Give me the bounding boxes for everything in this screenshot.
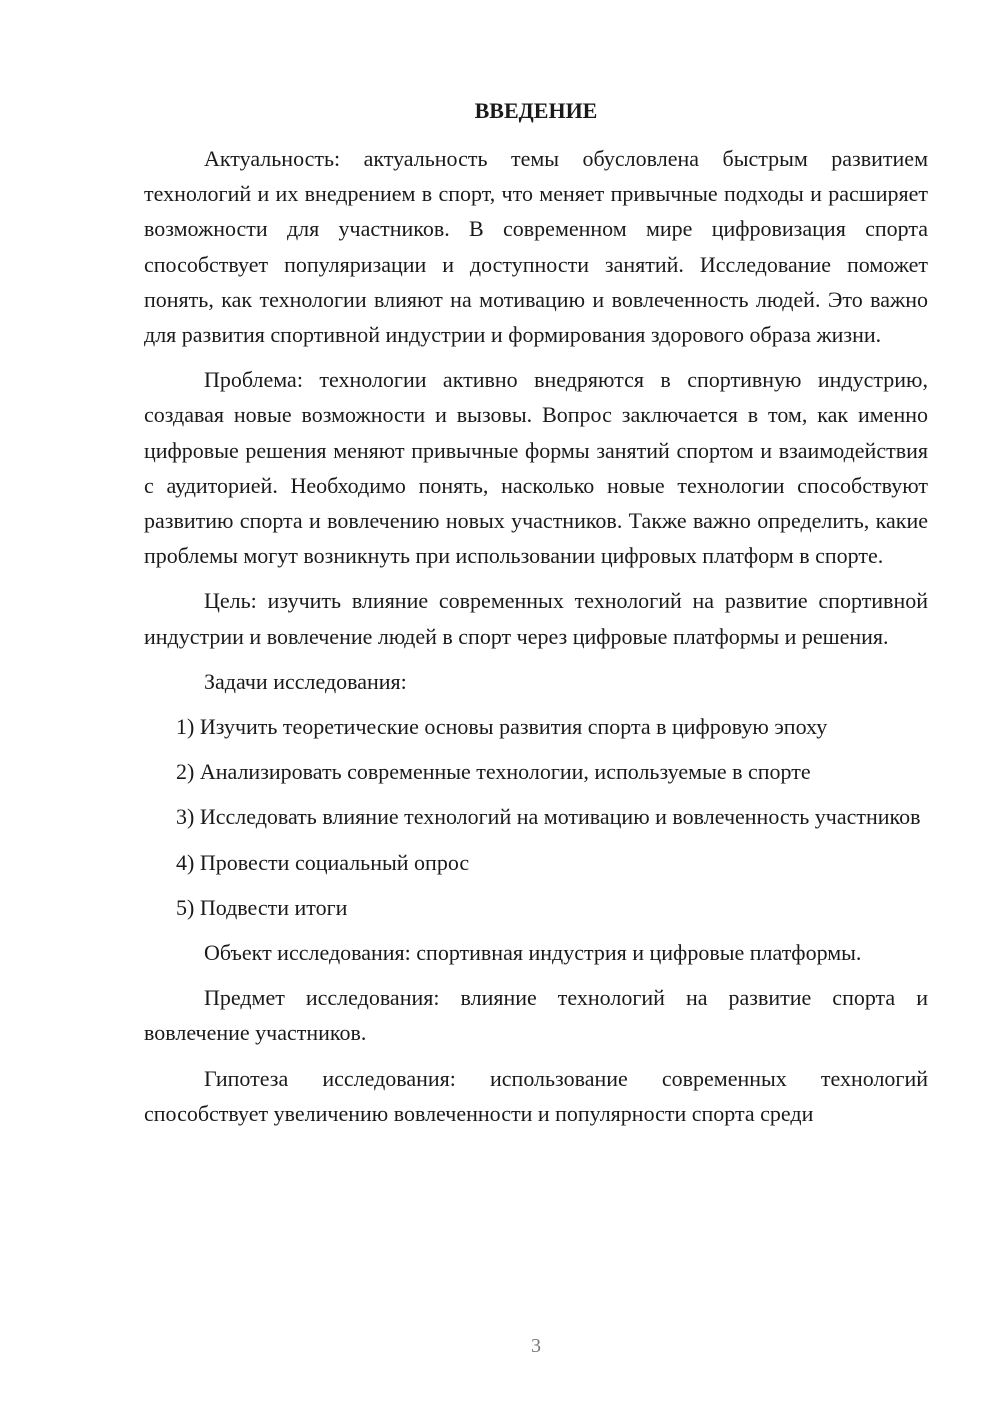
body-text <box>144 141 928 1141</box>
task-item-3: 3) Исследовать влияние технологий на мотивацию и вовлеченность участников <box>176 804 921 830</box>
task-item-1: 1) Изучить теоретические основы развития спорта в цифровую эпоху <box>176 714 828 740</box>
task-item-5: 5) Подвести итоги <box>176 894 348 920</box>
paragraph-problem: Проблема: технологии активно внедряются в спортивную индустрию, создавая новые возможности и вызовы. Вопрос заключается в том, как именно цифровые решения меняют привычные формы занятий спортом и взаимодействия с аудиторией. Необходимо понять, насколько новые технологии способствуют развитию спорта и вовлечению новых участников. Также важно определить, какие проблемы могут возникнуть при использовании цифровых платформ в спорте. <box>144 367 928 569</box>
paragraph-object: Объект исследования: спортивная индустрия и цифровые платформы. <box>204 940 862 966</box>
paragraph-goal: Цель: изучить влияние современных технологий на развитие спортивной индустрии и вовлечение людей в спорт через цифровые платформы и решения. <box>144 588 928 649</box>
section-heading: ВВЕДЕНИЕ <box>474 98 598 123</box>
paragraph-relevance: Актуальность: актуальность темы обусловлена быстрым развитием технологий и их внедрением в спорт, что меняет привычные подходы и расширяет возможности для участников. В современном мире цифровизация спорта способствует популяризации и доступности занятий. Исследование поможет понять, как технологии влияют на мотивацию и вовлеченность людей. Это важно для развития спортивной индустрии и формирования здорового образа жизни. <box>144 146 928 348</box>
task-item-4: 4) Провести социальный опрос <box>176 849 470 875</box>
paragraph-subject: Предмет исследования: влияние технологий на развитие спорта и вовлечение участников. <box>144 985 928 1046</box>
paragraph-hypothesis: Гипотеза исследования: использование современных технологий способствует увеличению вовлеченности и популярности спорта среди <box>144 1065 928 1126</box>
task-item-2: 2) Анализировать современные технологии, используемые в спорте <box>176 759 811 785</box>
document-page <box>144 0 928 1414</box>
page-number: 3 <box>531 1335 541 1357</box>
tasks-label: Задачи исследования: <box>204 668 407 694</box>
